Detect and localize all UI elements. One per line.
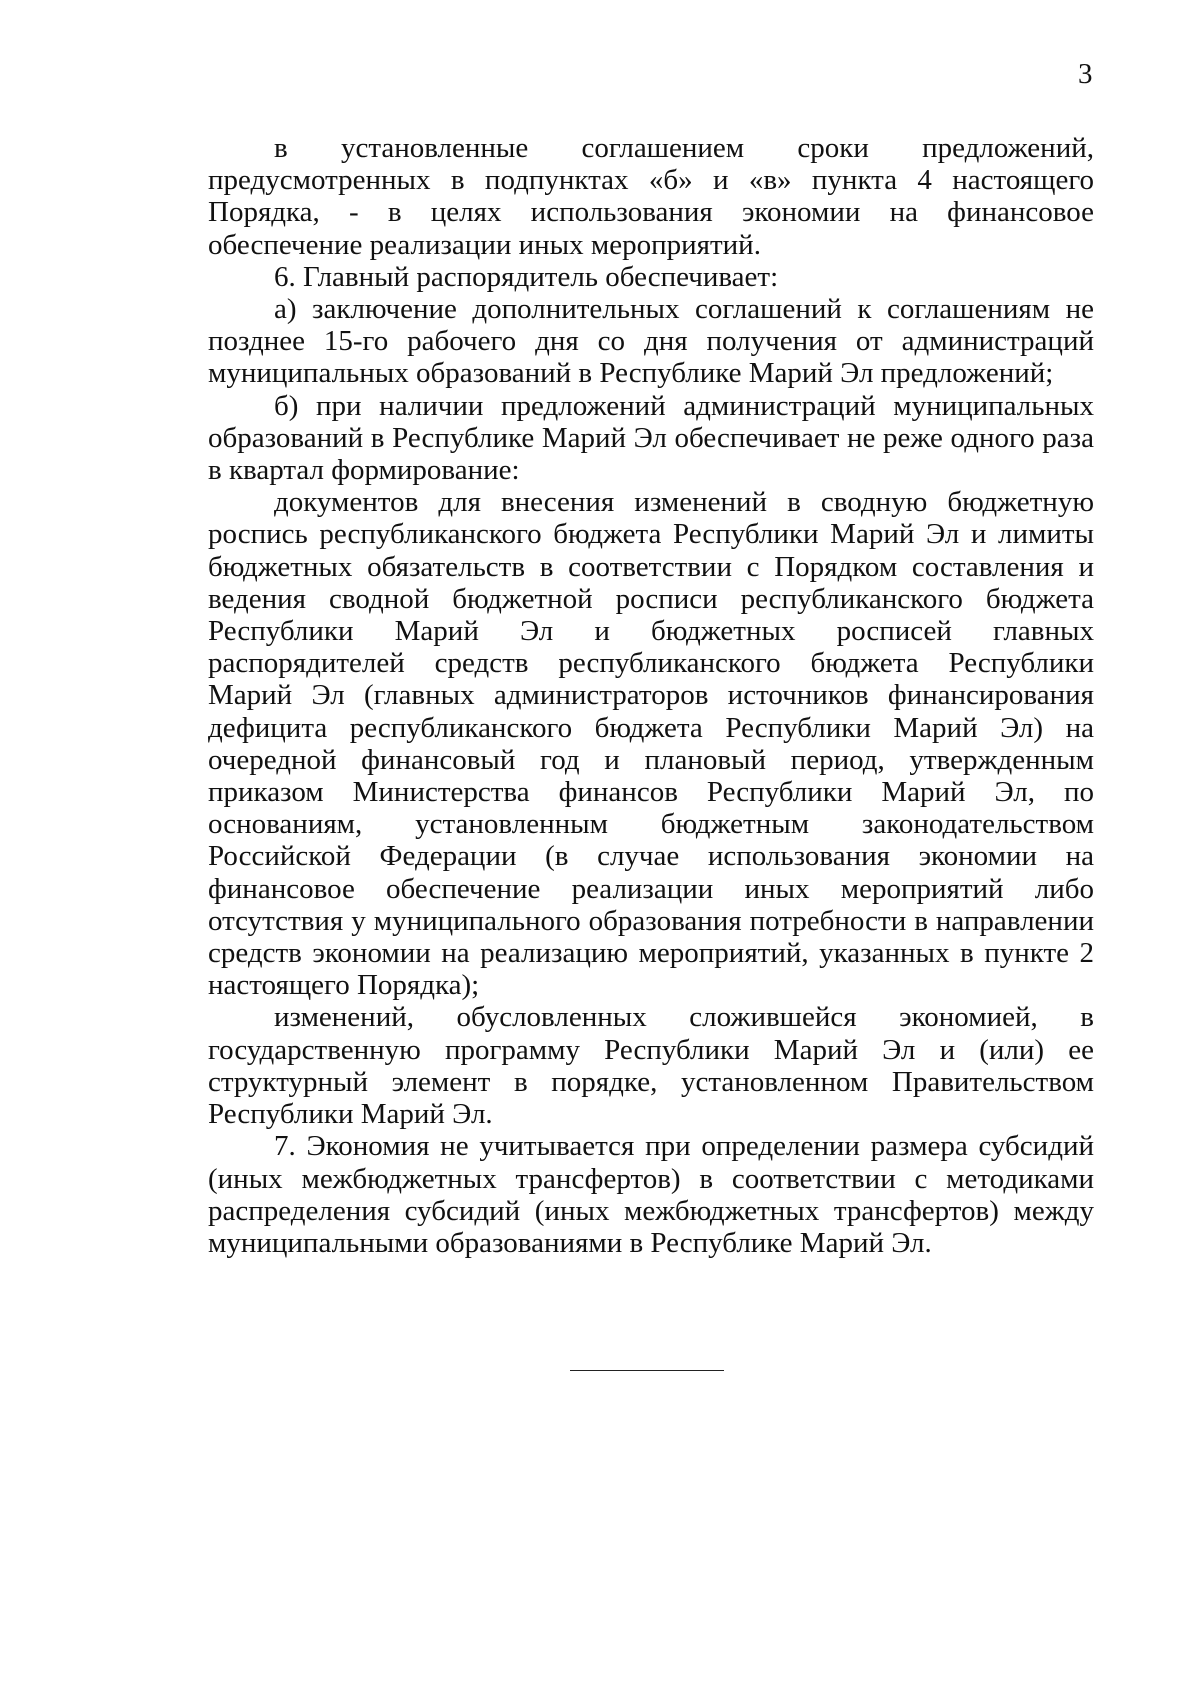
page-number: 3 [1078, 58, 1093, 90]
end-of-document-rule [570, 1370, 724, 1371]
document-body [208, 132, 1094, 1259]
paragraph-item-6-heading: 6. Главный распорядитель обеспечивает: [274, 260, 779, 293]
paragraph-budget-documents: документов для внесения изменений в сводную бюджетную роспись республиканского бюджета Республики Марий Эл и лимиты бюджетных обязательств в соответствии с Порядком составления и ведения сводной бюджетной росписи республиканского бюджета Республики Марий Эл и бюджетных росписей главных распорядителей средств республиканского бюджета Республики Марий Эл (главных администраторов источников финансирования дефицита республиканского бюджета Республики Марий Эл) на очередной финансовый год и плановый период, утвержденным приказом Министерства финансов Республики Марий Эл, по основаниям, установленным бюджетным законодательством Российской Федерации (в случае использования экономии на финансовое обеспечение реализации иных мероприятий либо отсутствия у муниципального образования потребности в направлении средств экономии на реализацию мероприятий, указанных в пункте 2 настоящего Порядка); [208, 486, 1094, 1002]
paragraph-item-7: 7. Экономия не учитывается при определении размера субсидий (иных межбюджетных трансфертов) в соответствии с методиками распределения субсидий (иных межбюджетных трансфертов) между муниципальными образованиями в Республике Марий Эл. [208, 1130, 1094, 1259]
paragraph-proposals-deadline: в установленные соглашением сроки предложений, предусмотренных в подпунктах «б» и «в» пункта 4 настоящего Порядка, - в целях использования экономии на финансовое обеспечение реализации иных мероприятий. [208, 132, 1094, 261]
paragraph-program-changes: изменений, обусловленных сложившейся экономией, в государственную программу Республики Марий Эл и (или) ее структурный элемент в порядке, установленном Правительством Республики Марий Эл. [208, 1001, 1094, 1131]
paragraph-item-6a: а) заключение дополнительных соглашений к соглашениям не позднее 15-го рабочего дня со дня получения от администраций муниципальных образований в Республике Марий Эл предложений; [208, 293, 1094, 390]
paragraph-item-6b: б) при наличии предложений администраций муниципальных образований в Республике Марий Эл обеспечивает не реже одного раза в квартал формирование: [208, 389, 1094, 487]
